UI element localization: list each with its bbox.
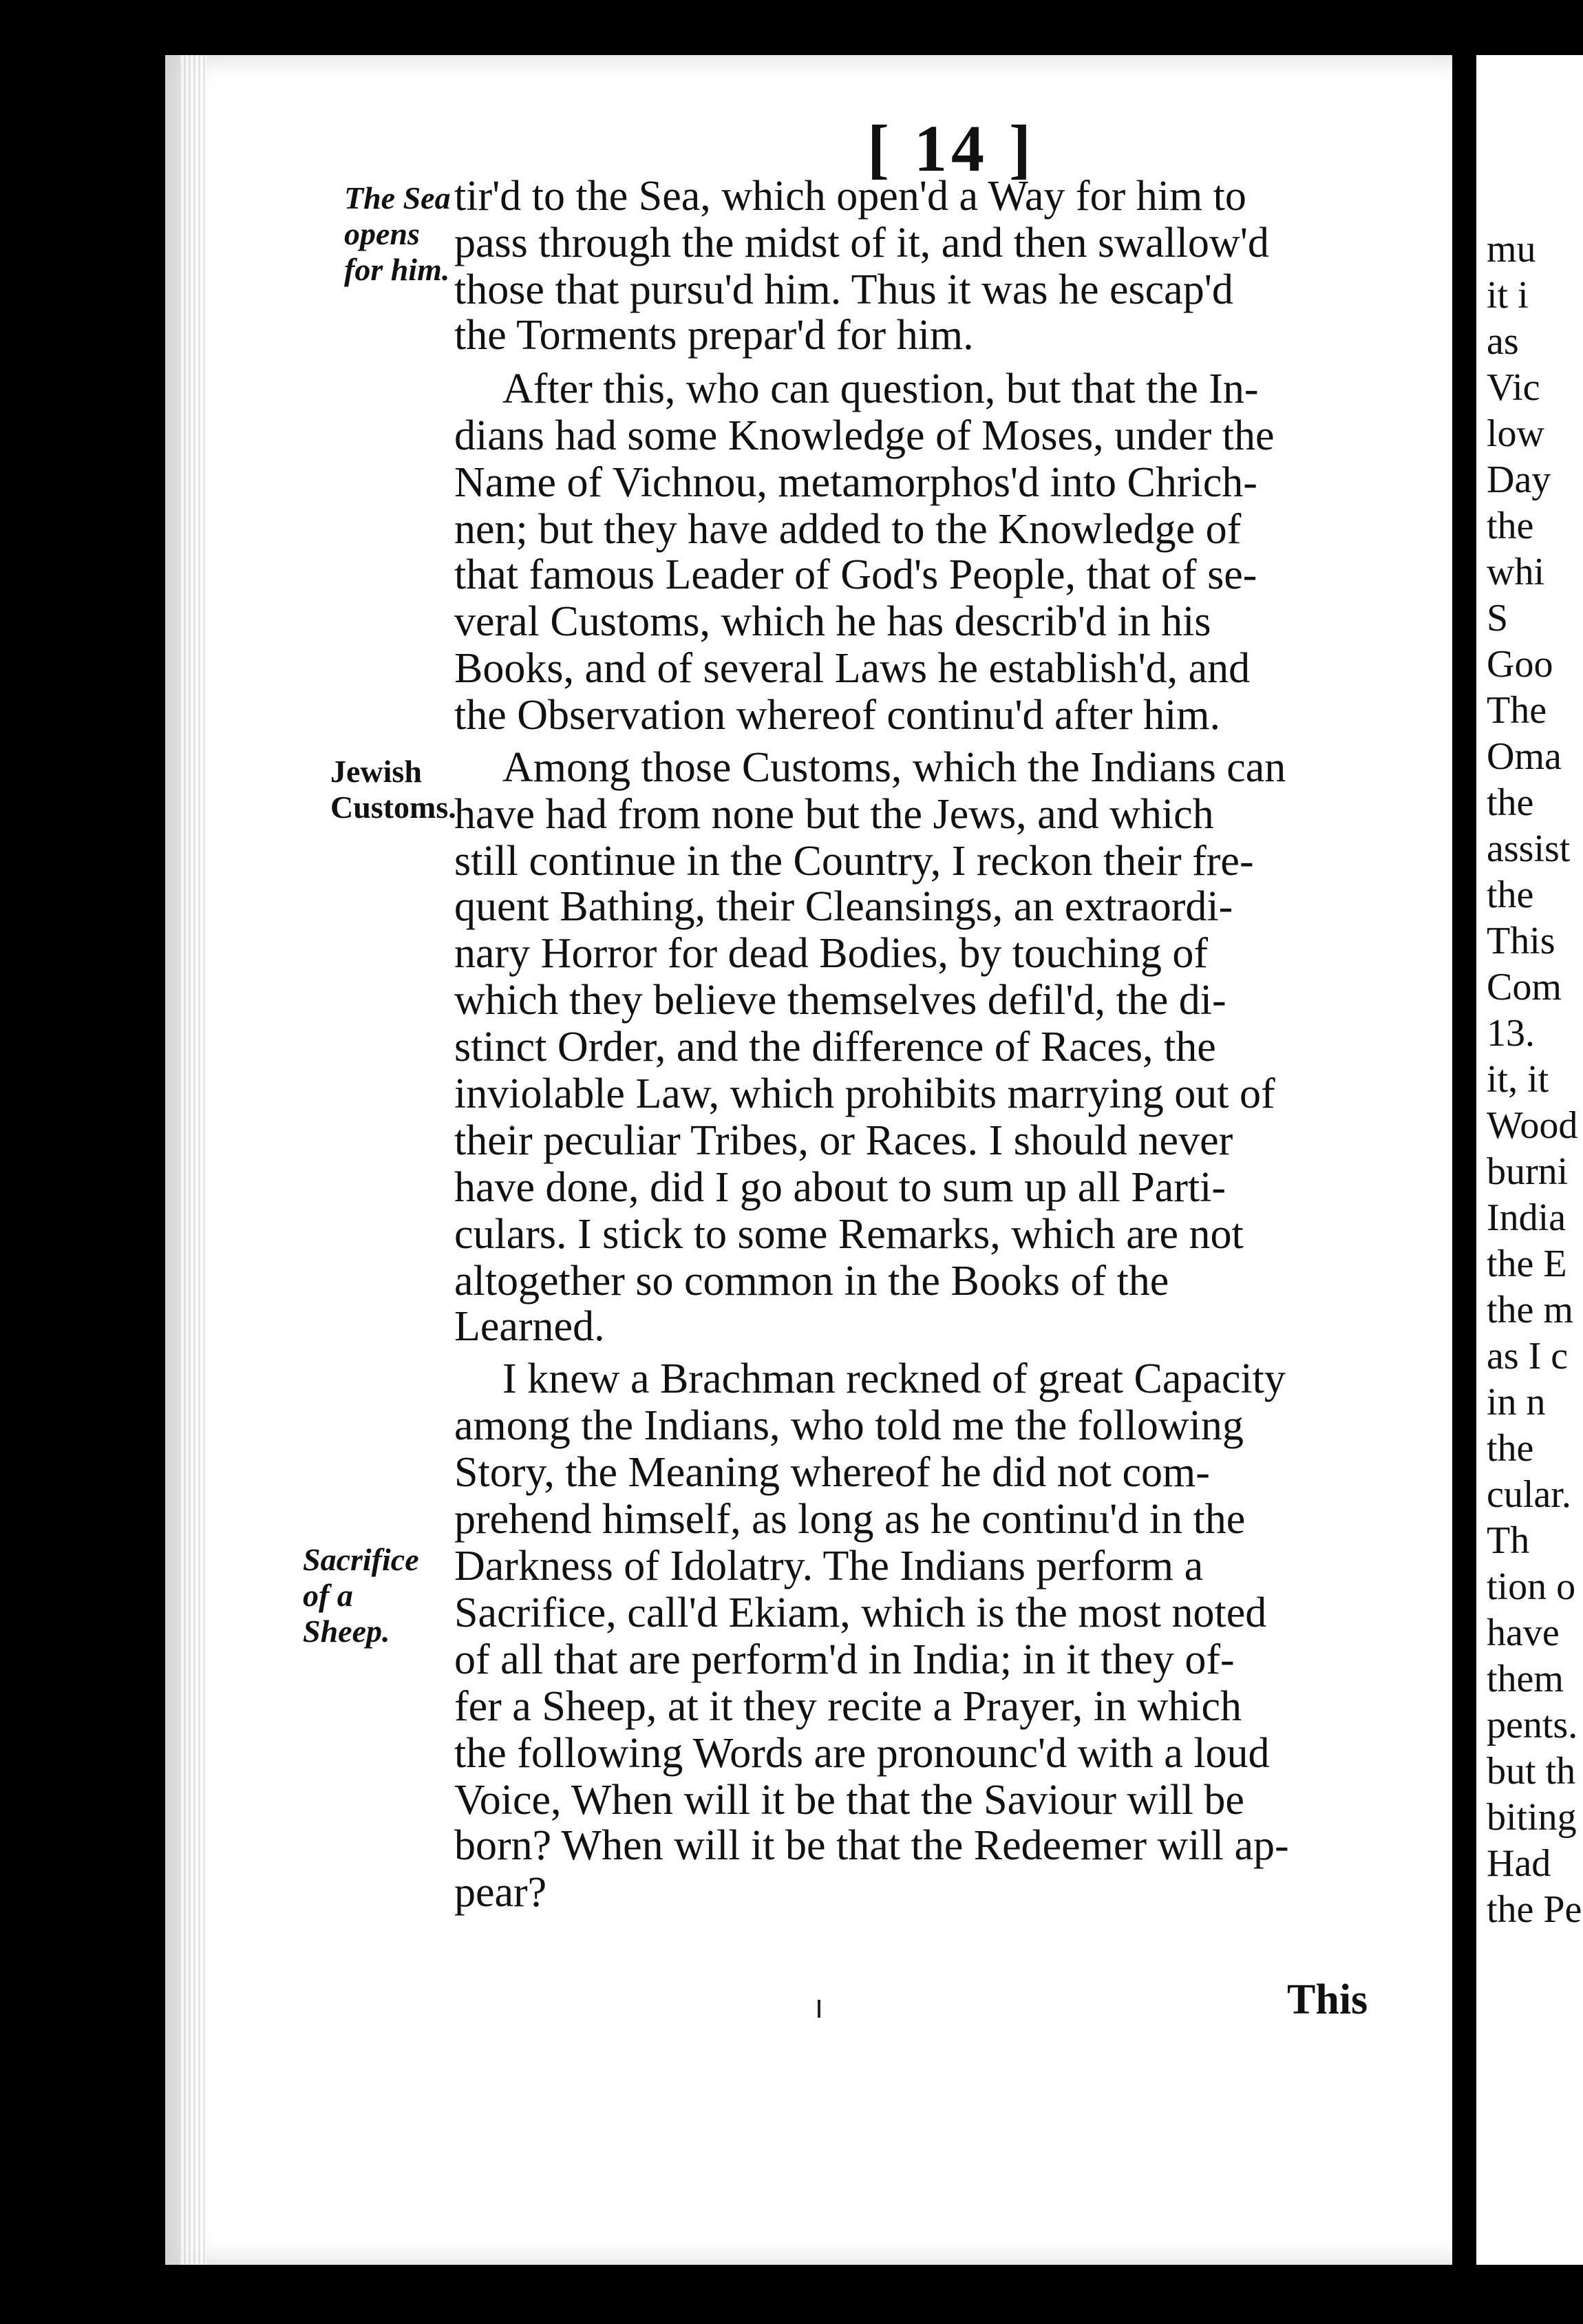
right-page-fragment: the Pe (1487, 1888, 1582, 1931)
right-page-fragment: Had (1487, 1842, 1551, 1885)
text-line: Among those Customs, which the Indians can (502, 744, 1286, 791)
text-line: tir'd to the Sea, which open'd a Way for him to (454, 173, 1246, 220)
text-line: pear? (454, 1869, 547, 1916)
text-line: of all that are perform'd in India; in it they of- (454, 1636, 1235, 1683)
right-page-fragment: as (1487, 320, 1519, 363)
text-line: pass through the midst of it, and then swallow'd (454, 220, 1269, 266)
right-page-fragment: assist (1487, 827, 1571, 870)
right-page-fragment: the (1487, 781, 1534, 824)
right-page-fragment: the m (1487, 1289, 1573, 1331)
text-line: prehend himself, as long as he continu'd in the (454, 1496, 1246, 1543)
text-line: Books, and of several Laws he establish'd, and (454, 645, 1251, 692)
sidenote-sea: The Sea opens for him. (344, 180, 451, 287)
text-line: nen; but they have added to the Knowledge of (454, 506, 1242, 553)
text-line: Darkness of Idolatry. The Indians perform a (454, 1543, 1204, 1589)
right-page-fragment: Oma (1487, 735, 1562, 778)
right-page-fragment: mu (1487, 228, 1536, 271)
right-page-fragment: the (1487, 1427, 1534, 1470)
text-line: Name of Vichnou, metamorphos'd into Chrich- (454, 459, 1257, 506)
text-line: which they believe themselves defil'd, the di- (454, 977, 1226, 1024)
right-page-fragment: 13. (1487, 1012, 1535, 1055)
text-line: the Observation whereof continu'd after him. (454, 692, 1221, 739)
text-line: stinct Order, and the difference of Races, the (454, 1024, 1216, 1070)
text-line: have done, did I go about to sum up all Parti- (454, 1164, 1226, 1211)
right-page-fragment: Day (1487, 458, 1551, 501)
text-line: Sacrifice, call'd Ekiam, which is the most noted (454, 1589, 1267, 1636)
right-page-fragment: India (1487, 1196, 1566, 1239)
page-edges (179, 55, 206, 2265)
text-line: altogether so common in the Books of the (454, 1258, 1169, 1304)
text-line: culars. I stick to some Remarks, which are not (454, 1211, 1244, 1258)
right-page-fragment: them (1487, 1658, 1564, 1700)
right-page-fragment: S (1487, 597, 1509, 640)
text-line: those that pursu'd him. Thus it was he escap'd (454, 266, 1233, 313)
text-line: veral Customs, which he has describ'd in his (454, 598, 1211, 645)
text-line: Story, the Meaning whereof he did not com- (454, 1449, 1210, 1496)
text-line: inviolable Law, which prohibits marrying out of (454, 1070, 1275, 1117)
catchword: This (1287, 1976, 1368, 2023)
right-page-fragment: the (1487, 874, 1534, 916)
right-page-fragment: Com (1487, 966, 1562, 1008)
text-line: among the Indians, who told me the following (454, 1402, 1244, 1449)
right-page-fragment: This (1487, 920, 1555, 962)
text-line: Learned. (454, 1303, 605, 1350)
right-page-fragment: the (1487, 505, 1534, 547)
right-page-fragment: low (1487, 412, 1544, 455)
right-page-fragment: burni (1487, 1150, 1569, 1193)
right-page-fragment: but th (1487, 1750, 1576, 1793)
sidenote-sacrifice: Sacrifice of a Sheep. (303, 1542, 419, 1649)
right-page-fragment: Goo (1487, 643, 1553, 686)
text-line: quent Bathing, their Cleansings, an extraordi- (454, 883, 1233, 930)
text-line: dians had some Knowledge of Moses, under the (454, 412, 1275, 459)
right-page-fragment: it i (1487, 274, 1529, 317)
text-line: have had from none but the Jews, and which (454, 791, 1214, 838)
text-line: After this, who can question, but that the In- (502, 366, 1259, 412)
text-line: the Torments prepar'd for him. (454, 312, 974, 359)
right-page-fragment: in n (1487, 1381, 1546, 1424)
right-page-fragment: tion o (1487, 1565, 1576, 1608)
text-line: fer a Sheep, at it they recite a Prayer, in which (454, 1683, 1242, 1730)
right-page-fragment: have (1487, 1612, 1560, 1654)
text-line: that famous Leader of God's People, that of se- (454, 551, 1257, 598)
right-page-fragment: Wood (1487, 1104, 1578, 1147)
right-page-fragment: Vic (1487, 366, 1540, 409)
right-page-fragment: cular. (1487, 1473, 1571, 1516)
page-mark (818, 2000, 820, 2018)
right-page-fragment: biting (1487, 1796, 1577, 1839)
right-page-fragment: Th (1487, 1519, 1530, 1562)
right-page-fragment: the E (1487, 1243, 1567, 1285)
page-number: [ 14 ] (867, 112, 1035, 185)
sidenote-jewish-customs: Jewish Customs. (330, 754, 456, 825)
text-line: nary Horror for dead Bodies, by touching of (454, 930, 1209, 977)
text-line: the following Words are pronounc'd with a loud (454, 1730, 1270, 1777)
text-line: their peculiar Tribes, or Races. I should never (454, 1117, 1233, 1164)
right-page-fragment: whi (1487, 551, 1544, 593)
text-line: born? When will it be that the Redeemer will ap- (454, 1822, 1289, 1869)
right-page-fragment: The (1487, 689, 1547, 732)
right-page-fragment: it, it (1487, 1058, 1549, 1101)
right-page-fragment: pents. (1487, 1704, 1578, 1746)
right-page-fragment: as I c (1487, 1335, 1569, 1377)
text-line: Voice, When will it be that the Saviour will be (454, 1777, 1244, 1824)
text-line: still continue in the Country, I reckon their fre- (454, 838, 1254, 885)
text-line: I knew a Brachman reckned of great Capacity (502, 1355, 1286, 1402)
